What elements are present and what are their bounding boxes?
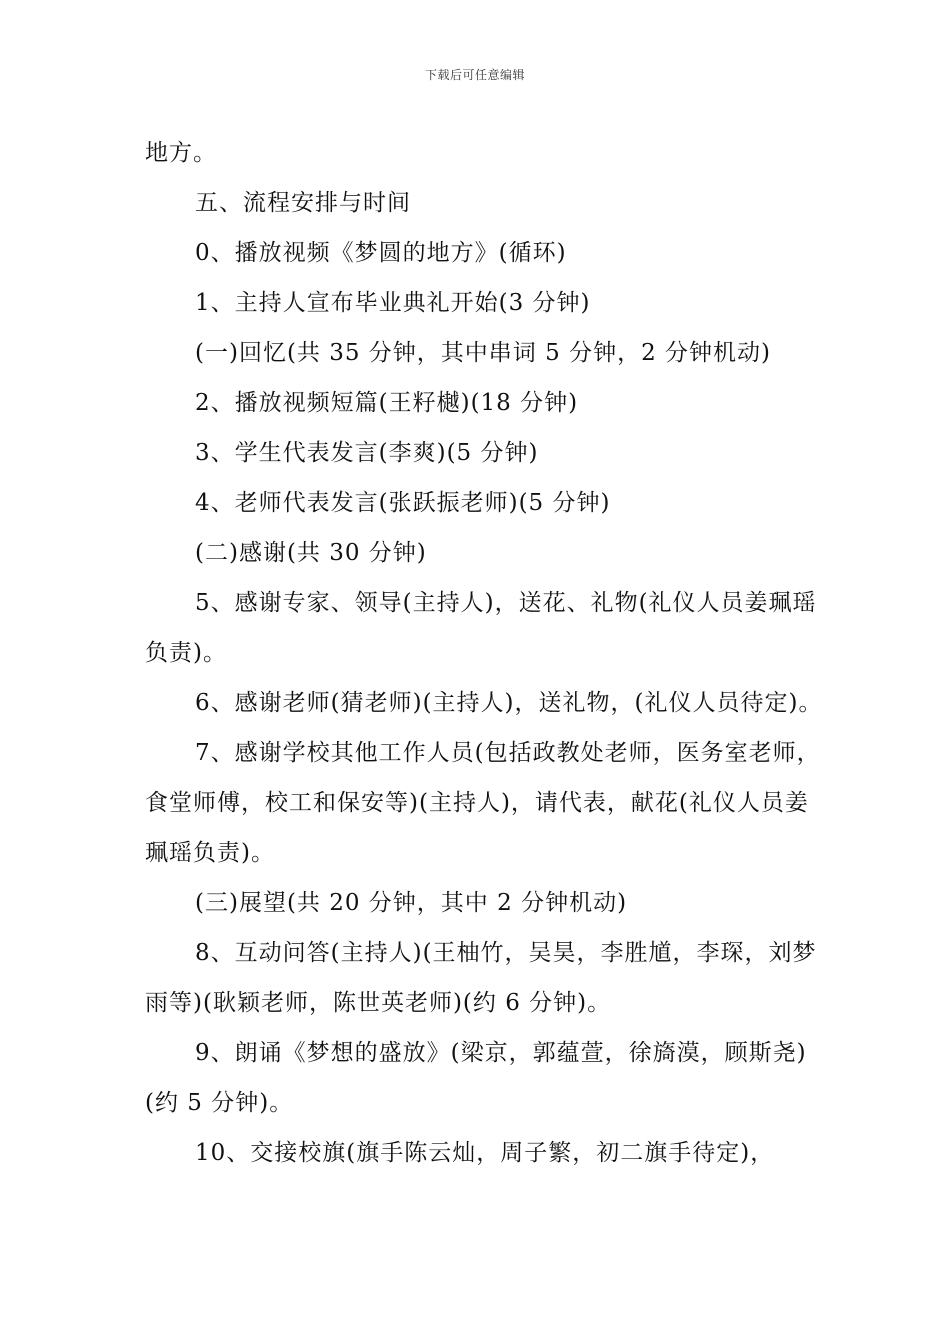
paragraph: 7、感谢学校其他工作人员(包括政教处老师，医务室老师，食堂师傅，校工和保安等)(主持人)，请代表，献花(礼仪人员姜珮瑶负责)。 (145, 740, 821, 866)
paragraph: 3、学生代表发言(李爽)(5 分钟) (195, 440, 539, 466)
paragraph: 0、播放视频《梦圆的地方》(循环) (195, 240, 567, 266)
section-heading: 五、流程安排与时间 (195, 190, 411, 216)
paragraph: 2、播放视频短篇(王籽樾)(18 分钟) (195, 390, 579, 416)
paragraph: 4、老师代表发言(张跃振老师)(5 分钟) (195, 490, 611, 516)
section-heading: (二)感谢(共 30 分钟) (195, 540, 427, 566)
paragraph: 8、互动问答(主持人)(王柚竹，吴昊，李胜馗，李琛，刘梦雨等)(耿颖老师，陈世英老师)(约 6 分钟)。 (145, 940, 817, 1016)
section-heading: (三)展望(共 20 分钟，其中 2 分钟机动) (195, 890, 628, 916)
paragraph: 6、感谢老师(猜老师)(主持人)，送礼物，(礼仪人员待定)。 (195, 690, 823, 716)
paragraph: 地方。 (145, 140, 217, 166)
section-heading: (一)回忆(共 35 分钟，其中串词 5 分钟，2 分钟机动) (195, 340, 771, 366)
paragraph: 1、主持人宣布毕业典礼开始(3 分钟) (195, 290, 591, 316)
paragraph: 5、感谢专家、领导(主持人)，送花、礼物(礼仪人员姜珮瑶负责)。 (145, 590, 817, 666)
paragraph: 10、交接校旗(旗手陈云灿，周子繁，初二旗手待定)， (195, 1140, 775, 1166)
paragraph: 9、朗诵《梦想的盛放》(梁京，郭蕴萱，徐旖漠，顾斯尧)(约 5 分钟)。 (145, 1040, 807, 1116)
document-body (145, 128, 825, 1178)
page-header: 下载后可任意编辑 (424, 68, 525, 82)
